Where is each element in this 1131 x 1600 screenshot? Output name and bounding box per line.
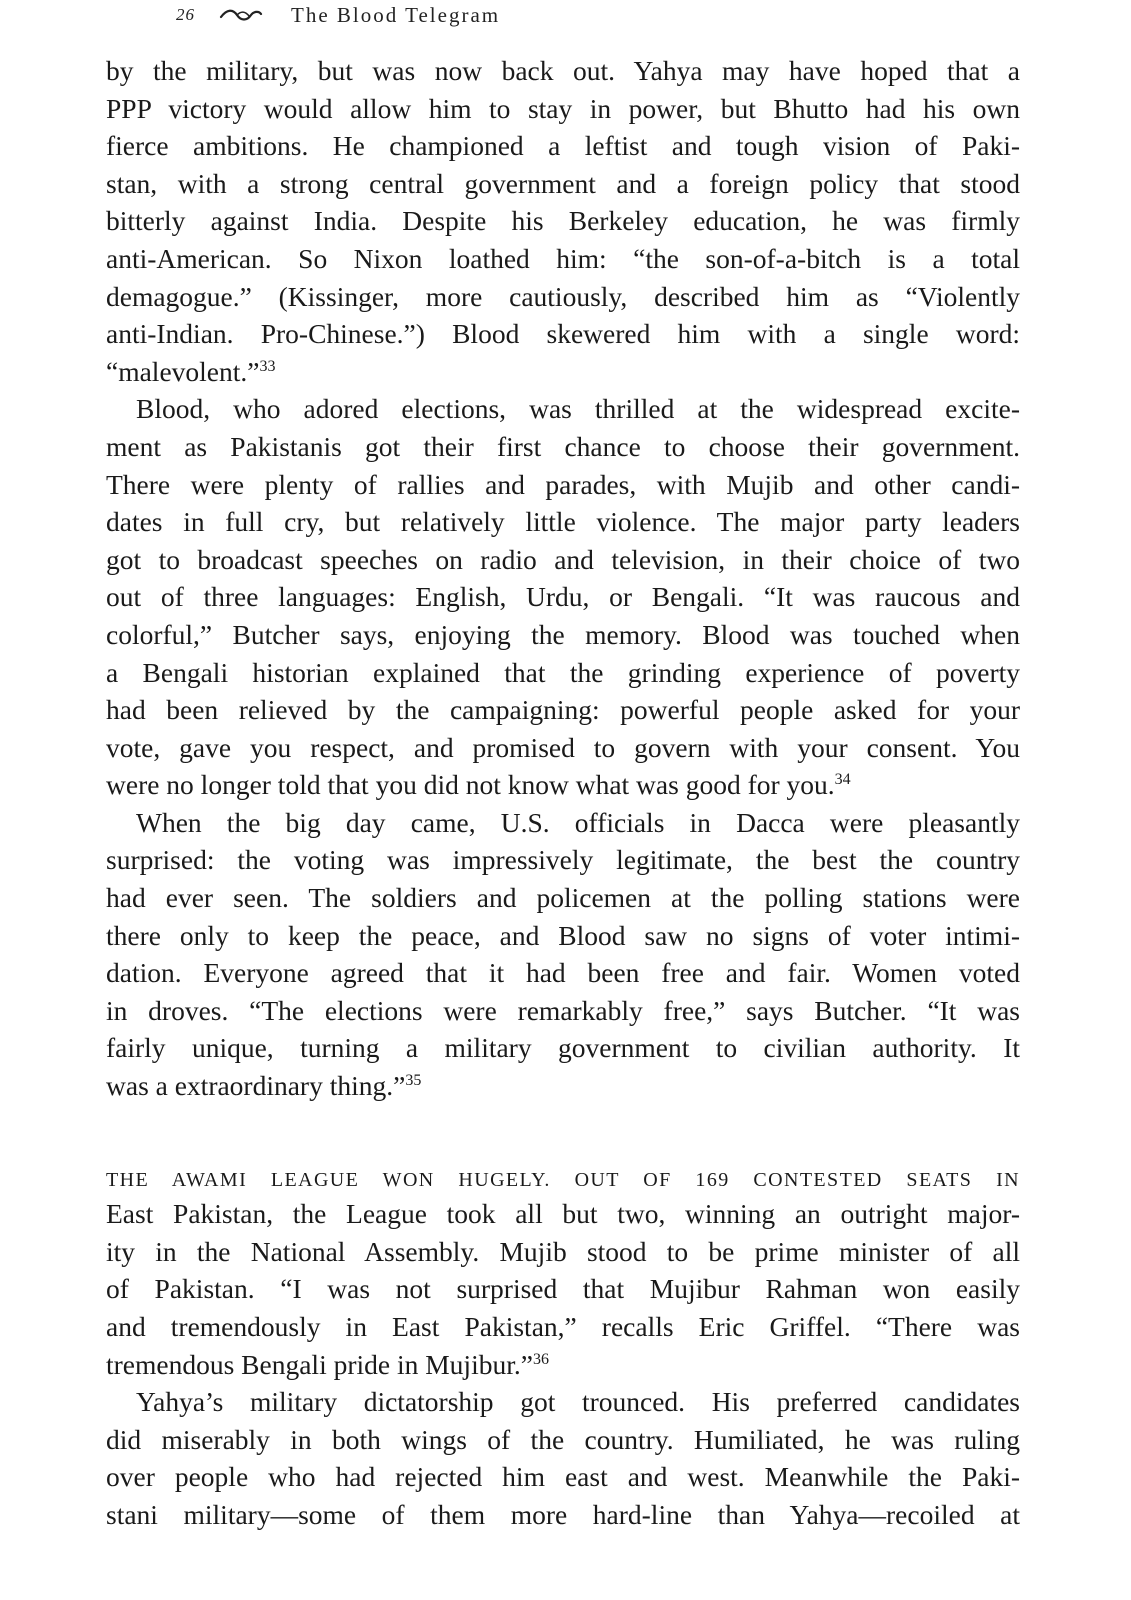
text-line: out of three languages: English, Urdu, or Bengali. “It was raucous and: [106, 581, 1020, 613]
text-line: [106, 766, 1020, 804]
text-line: had been relieved by the campaigning: powerful people asked for your: [106, 694, 1020, 726]
paragraph: [106, 804, 1020, 1105]
text-line: by the military, but was now back out. Yahya may have hoped that a: [106, 55, 1020, 86]
section-break: [106, 1105, 1020, 1158]
swash-ornament-icon: [219, 7, 263, 23]
text-line: surprised: the voting was impressively legitimate, the best the country: [106, 844, 1020, 876]
endnote-marker: 33: [259, 357, 276, 375]
text-line-content: was a extraordinary thing.”: [106, 1070, 406, 1102]
text-line: there only to keep the peace, and Blood saw no signs of voter intimi-: [106, 919, 1020, 951]
text-line: bitterly against India. Despite his Berkeley education, he was firmly: [106, 205, 1020, 237]
text-line: East Pakistan, the League took all but two, winning an outright major-: [106, 1198, 1020, 1230]
text-line: [106, 353, 1020, 391]
book-title: The Blood Telegram: [291, 2, 501, 27]
text-line: did miserably in both wings of the country. Humiliated, he was ruling: [106, 1423, 1020, 1455]
text-line: dates in full cry, but relatively little violence. The major party leaders: [106, 506, 1020, 538]
text-line: a Bengali historian explained that the grinding experience of poverty: [106, 656, 1020, 688]
text-line: and tremendously in East Pakistan,” recalls Eric Griffel. “There was: [106, 1311, 1020, 1342]
text-line: [106, 1346, 1020, 1384]
text-line-content: “malevolent.”: [106, 355, 260, 387]
paragraph: [106, 1383, 1020, 1533]
body-text: [106, 52, 1020, 1534]
text-line: dation. Everyone agreed that it had been free and fair. Women voted: [106, 957, 1020, 989]
text-line: stan, with a strong central government and a foreign policy that stood: [106, 167, 1020, 199]
endnote-marker: 36: [532, 1350, 549, 1368]
paragraph: [106, 390, 1020, 804]
text-line: ity in the National Assembly. Mujib stood to be prime minister of all: [106, 1235, 1020, 1267]
paragraph: [106, 1195, 1020, 1383]
text-line: ment as Pakistanis got their first chance to choose their government.: [106, 430, 1020, 462]
text-line: When the big day came, U.S. officials in Dacca were pleasantly: [136, 806, 1020, 838]
text-line: colorful,” Butcher says, enjoying the memory. Blood was touched when: [106, 618, 1020, 650]
text-line: got to broadcast speeches on radio and television, in their choice of two: [106, 543, 1020, 575]
page-number: 26: [176, 5, 195, 24]
text-line: There were plenty of rallies and parades, with Mujib and other candi-: [106, 468, 1020, 500]
text-line: PPP victory would allow him to stay in power, but Bhutto had his own: [106, 92, 1020, 124]
text-line: of Pakistan. “I was not surprised that Mujibur Rahman won easily: [106, 1273, 1020, 1305]
text-line-content: tremendous Bengali pride in Mujibur.”: [106, 1348, 533, 1380]
paragraph: [106, 52, 1020, 390]
section-opening-line: [106, 1158, 1020, 1196]
text-line: [106, 1067, 1020, 1105]
text-line: anti-American. So Nixon loathed him: “the son-of-a-bitch is a total: [106, 242, 1020, 274]
text-line: fairly unique, turning a military government to civilian authority. It: [106, 1032, 1020, 1064]
text-line: stani military—some of them more hard-line than Yahya—recoiled at: [106, 1498, 1020, 1530]
text-line: had ever seen. The soldiers and policemen at the polling stations were: [106, 882, 1020, 914]
text-line: in droves. “The elections were remarkably free,” says Butcher. “It was: [106, 994, 1020, 1026]
text-line: Yahya’s military dictatorship got trounced. His preferred candidates: [136, 1386, 1020, 1418]
section-opening-smallcaps: THE AWAMI LEAGUE WON HUGELY. OUT OF 169 CONTESTED SEATS IN: [106, 1168, 1020, 1191]
text-line: vote, gave you respect, and promised to govern with your consent. You: [106, 731, 1020, 763]
endnote-marker: 34: [834, 771, 851, 789]
text-line: fierce ambitions. He championed a leftist and tough vision of Paki-: [106, 130, 1020, 162]
text-line: Blood, who adored elections, was thrilled at the widespread excite-: [136, 393, 1020, 425]
text-line-content: were no longer told that you did not know what was good for you.: [106, 769, 835, 801]
endnote-marker: 35: [405, 1072, 422, 1090]
running-head: [176, 0, 500, 30]
text-line: anti-Indian. Pro-Chinese.”) Blood skewered him with a single word:: [106, 318, 1020, 350]
text-line: over people who had rejected him east and west. Meanwhile the Paki-: [106, 1461, 1020, 1493]
text-line: demagogue.” (Kissinger, more cautiously, described him as “Violently: [106, 280, 1020, 312]
